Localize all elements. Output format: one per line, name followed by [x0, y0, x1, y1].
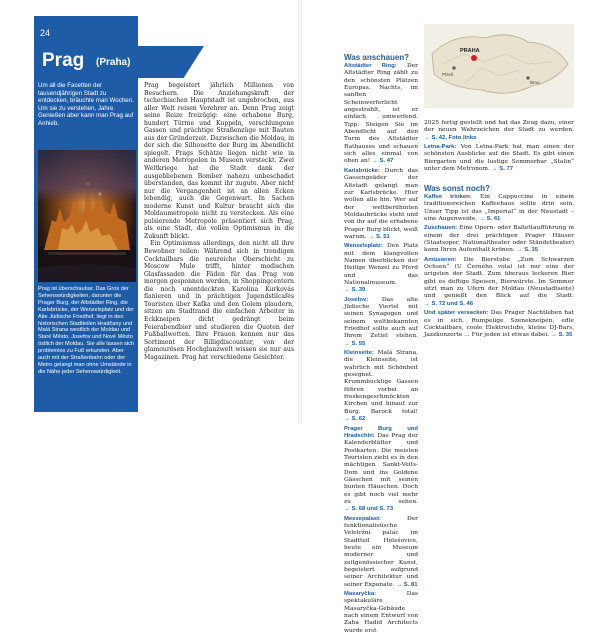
list-item: Altstädter Ring: Der Altstädter Ring zählt zu den schönsten Plätzen Europas. Nachts, im sanften Scheinwerferlicht angestrahlt, ist er einfach umwerfend. Tipp: Steigen Sie im Abendlicht auf den Turm des Altstädter Rathauses und schauen sich alles einmal von oben an! → S. 47 — [344, 63, 418, 165]
map-label-brno: Brno — [530, 80, 540, 85]
list-item: Kleinseite: Malá Strana, die Kleinseite, ist wahrlich mit Schönheit gesegnet. Krummbucklige Gassen führen vorbei an freskengeschmückten Kirchen und hinauf zur Burg. Barock total! → S. 62 — [344, 350, 418, 423]
list-item: Masaryčka: Das spektakuläre Masaryčka-Gebäude nach einem Entwurf von Zaha Hadid Architects wurde erst — [344, 591, 418, 634]
prague-castle-photo — [38, 150, 136, 282]
chapter-subtitle: (Praha) — [96, 57, 131, 68]
main-body-text — [144, 82, 294, 361]
list-item: Wenzelsplatz: Den Platz mit dem klangvollen Namen überblicken der Heilige Wenzel zu Pferd und das Nationalmuseum. → S. 39 — [344, 243, 418, 294]
map-label-praha: PRAHA — [460, 48, 480, 54]
section-title-else: Was sonst noch? — [424, 184, 490, 193]
list-item: Amüsieren: Die Bierstube „Zum Schwarzen Ochsen“ (U Černého vola) ist nur eine der urigsten der Stadt. Zum überaus leckeren Bier gibt es deftige Speisen, Bierwürste. Im Sommer sitzt man zu Ufern der Moldau (Neustadtseite) und genießt den Blick auf die Stadt. → S. 72 und S. 46 — [424, 256, 574, 307]
book-gutter — [298, 0, 302, 424]
czech-map — [424, 24, 574, 108]
body-paragraph: Ein Optimismus allerdings, den nicht all ihre Bewohner teilen: Während sich in trendigen Cocktailbars die neureiche Oberschicht zu Moscow Mule trifft, hinter modischen Glasfassaden die Fäden für das Prag von morgen gesponnen werden, in Shoppingcentern die noch unentdeckten Karolína Kurkovás flanieren und in prächtigen Jugendstilcafés Touristen über Kafka und den Golem plaudern, sitzen am Stadtrand die einfachen Arbeiter in Eckkneipen dicht gedrängt beim Feierabendbier und studieren die Quoten der Fußballwetten. Ihre Frauen kennen nur das Sortiment der Billigdiscounter, von der glamourösen Hochglanzwelt wissen sie nur aus Magazinen. Prag hat verschiedene Gesichter. — [144, 240, 294, 361]
see-list-continued — [424, 120, 574, 175]
section-title-see: Was anschauen? — [344, 53, 410, 62]
chapter-title: Prag — [42, 50, 85, 71]
list-item: 2025 fertig gestellt und hat das Zeug dazu, einer der neuen Wahrzeichen der Stadt zu werden. → S. 42, Foto links — [424, 120, 574, 141]
list-item: Zuschauen: Eine Opern- oder Ballettaufführung in einem der drei prächtigen Prager Häuser (Staatsoper, Nationaltheater oder Ständetheater) kann Ihren Aufenthalt krönen. → S. 35 — [424, 225, 575, 254]
body-paragraph: Prag begeistert jährlich Millionen von Besuchern. Die Anziehungskraft der tschechischen Hauptstadt ist ungebrochen, aus aller Welt reisen Verehrer an. Denn Prag zeigt seine Reize freizügig: eine erhabene Burg, hundert Türme und Kuppeln, verschlungene Gassen und prächtige Straßenzüge mit Bauten aus der Gründerzeit. Dazwischen die Moldau, in der sich die Silhouette der Burg im Abendlicht spiegelt. Prags Schätze liegen nicht wie in anderen Metropolen in Museen versteckt. Zwei Weltkriege hat die Stadt dank der ausgebliebenen Bomber nahezu unbeschadet überstanden, das kommt ihr zugute. Aber nicht nur die Vergangenheit ist an allen Ecken lebendig, auch die Gegenwart. In Sachen moderne Kunst und Kultur braucht sich die Moldaumetropole nicht zu verstecken. Als eine pulsierende Metropole präsentiert sich Prag, als eine Stadt, die vollen Optimismus in die Zukunft blickt. — [144, 82, 294, 240]
else-list — [424, 194, 574, 342]
list-item: Messepalast: Der funktionalistische Veletržní palác im Stadtteil Holešovice, heute ein Museum moderner und zeitgenössischer Kunst, begeistert aufgrund seiner Architektur und seiner Exponate. → S. 81 — [344, 515, 418, 588]
see-list — [344, 63, 418, 637]
list-item: Josefov: Das alte Jüdische Viertel mit seinen Synagogen und seinem weltbekannten Friedhof sollte auch auf Ihrem Zettel stehen. → S. 55 — [344, 296, 418, 347]
page-number: 24 — [40, 28, 51, 38]
list-item: Prager Burg und Hradschin: Das Prag der Kalenderblätter und Postkarten. Die meisten Touristen zieht es in den mächtigen Sankt-Veits-Dom und ins Goldene Gässchen mit seinen bunten Häuschen. Doch es gibt noch viel mehr zu sehen. → S. 68 und S. 73 — [344, 425, 418, 513]
list-item: Kaffee trinken: Ein Cappuccino in einem traditionsreichen Kaffeehaus sollte drin sein. Unser Tipp ist das „Imperial“ in der Neustadt – eine Augenweide. → S. 41 — [424, 194, 574, 223]
list-item: Karlsbrücke: Durch das Gassengeäder der Altstadt gelangt man zur Karlsbrücke. Hier wollen alle hin. Wer auf der weltberühmten Moldaubrücke steht und von ihr auf die erhabene Prager Burg blickt, weiß warum. → S. 51 — [344, 167, 418, 240]
photo-caption: Prag ist überschaubar. Das Gros der Sehenswürdigkeiten, darunter die Prager Burg, der Altstädter Ring, die Karlsbrücke, der Wenzelsplatz und der Alte Jüdische Friedhof, liegt in den historischen Stadtteilen Hradčany und Malá Strana westlich der Moldau und Staré Město, Josefov und Nové Město östlich der Moldau. Sie alle lassen sich problemlos zu Fuß erkunden. Aber auch mit der Straßenbahn oder der Metro gelangt man ohne Umstände in die Nähe jeder Sehenswürdigkeit. — [38, 286, 135, 375]
list-item: Letna-Park: Von Letna-Park hat man einen der schönsten Ausblicke auf die Stadt. Es gibt einen Biergarten und die lustige Sommerbar „Stalin“ unter dem Metronom. → S. 77 — [424, 144, 575, 173]
list-item: Und später versacken: Das Prager Nachtleben hat es in sich. Rumpelige Szenekneipen, edle Cocktailbars, coole Elektroclubs, kleine DJ-Bars, Jazzkonzerte ... Für jeden ist etwas dabei. → S. 35 — [424, 310, 574, 339]
intro-text: Um all die Facetten der tausendjährigen Stadt zu entdecken, bräuchte man Wochen. Um sie zu verstehen, Jahre. Genießen aber kann man Prag auf Anhieb. — [38, 82, 134, 127]
map-label-plzen: Plzeň — [442, 72, 454, 77]
